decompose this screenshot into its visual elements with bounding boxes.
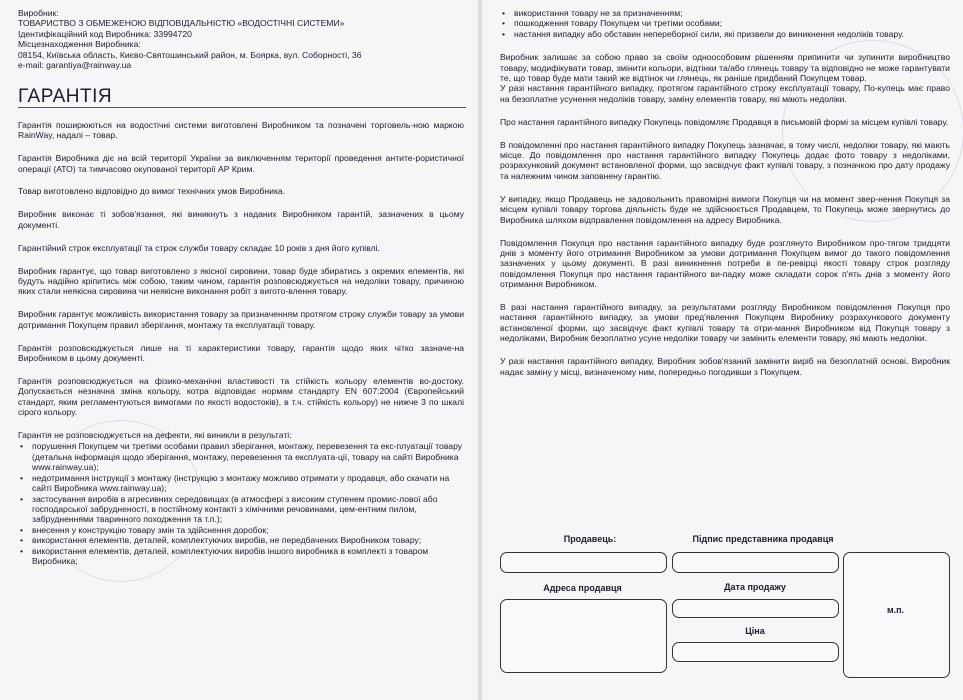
list-item: • використання товару не за призначенням;	[514, 8, 950, 18]
date-field[interactable]	[672, 599, 839, 618]
signature-field[interactable]	[672, 552, 839, 573]
paragraph: Про настання гарантійного випадку Покупець повідомляє Продавця в письмовій формі за місцем купівлі товару.	[500, 116, 949, 127]
paragraph: Повідомлення Покупця про настання гарантійного випадку буде розглянуто Виробником про-тягом тридцяти днів з моменту його отримання Виробником за умови дотримання Покупцем вимог до такого повідомлення зазначених у цьому документі. В разі виникнення потреби в пе-ревірці якості товару строк розгляду повідомлення Покупця про настання гарантійного ви-падку може складати сорок п'ять днів з моменту його отримання Виробником.	[500, 237, 950, 290]
list-item: • настання випадку або обставин непереборної сили, які призвели до виникнення недоліків товару.	[514, 29, 950, 39]
manufacturer-id-code: Ідентифікаційний код Виробника: 33994720	[18, 28, 192, 39]
paragraph: Гарантійний строк експлуатації та строк служби товару складає 10 років з дня його купівлі.	[18, 242, 380, 253]
manufacturer-block	[18, 8, 464, 70]
list-item: • порушення Покупцем чи третіми особами правил зберігання, монтажу, перевезення та екс-плуатації товару (детальна інформація щодо зберігання, монтажу, перевезення та експлуата-ції, товару на сайті Виробника www.rainway.ua);	[32, 441, 464, 472]
address-label: Адреса продавця	[543, 583, 622, 593]
manufacturer-location-label: Місцезнаходження Виробника:	[18, 39, 141, 50]
price-field[interactable]	[672, 642, 839, 662]
paragraph: Гарантія поширюються на водостічні системи виготовлені Виробником та позначені торговель-ною маркою RainWay, надалі – товар.	[18, 119, 464, 141]
paragraph: Виробник виконає ті зобов'язання, які виникнуть з наданих Виробником гарантій, зазначених в цьому документі.	[18, 209, 464, 230]
paragraph: У разі настання гарантійного випадку, Виробник зобов'язаний замінити виріб на безоплатній основі. Виробник надає заміну у місці, визначеному ним, попередньо погодивши з Покупцем.	[500, 356, 950, 377]
exclusions-list-right	[500, 8, 950, 39]
paragraph: Виробник залишає за собою право за своїм одноособовим рішенням припинити чи зупинити виробництво товару, модифікувати товар, змінити кольори, відтінки та/або глянець товару та відповідно не може гарантувати те, що товар буде мати такий же відтінок чи глянець, як раніше придбаний Покупцем товар. У разі настання гарантійного випадку, протягом гарантійного строку експлуатації товару, По-купець має право на безоплатне усунення недоліків товару, заміну елементів товару, які мають недоліки.	[500, 52, 950, 104]
paragraph: У випадку, якщо Продавець не задовольнить правомірні вимоги Покупця чи на момент звер-нення Покупця за місцем купівлі товару торгова діяльність буде не здійснюється Продавцем, то Покупець може звернутись до Виробника шляхом відправлення повідомлення на адресу Виробника.	[500, 193, 950, 225]
list-item: • пошкодження товару Покупцем чи третіми особами;	[514, 18, 950, 28]
signature-label: Підпис представника продавця	[692, 534, 834, 544]
right-page	[482, 0, 963, 700]
date-label: Дата продажу	[724, 582, 786, 592]
paragraph: Виробник гарантує можливість використання товару за призначенням протягом строку служби товару за умови дотримання Покупцем правил зберігання, монтажу та експлуатації товару.	[18, 309, 464, 330]
right-column	[500, 8, 950, 636]
seller-label: Продавець:	[563, 534, 617, 544]
manufacturer-label: Виробник:	[18, 8, 59, 18]
paragraph: Гарантія розповсюджується на фізико-механічні властивості та стійкість кольору елементів во-достоку. Допускається незначна зміна кольору, котра відповідає нормам стандарту EN 607:2004 (Європейський стандарт, яким регламентуються вимогами по якості водостоків), в т.ч. стійкість кольору) не нижче 3 по шкалі сірого кольору.	[18, 375, 464, 418]
page-title: ГАРАНТІЯ	[18, 92, 466, 107]
list-item: • використання елементів, деталей, комплектуючих виробів іншого виробника в комплекті з товаром Виробника;	[32, 546, 464, 567]
list-item: • використання елементів, деталей, комплектуючих виробів, не передбачених Виробником товару;	[32, 535, 464, 545]
manufacturer-name: ТОВАРИСТВО З ОБМЕЖЕНОЮ ВІДПОВІДАЛЬНІСТЮ «ВОДОСТІЧНІ СИСТЕМИ»	[18, 18, 345, 29]
address-field[interactable]	[500, 599, 667, 673]
stamp-label: м.п.	[886, 605, 905, 615]
price-label: Ціна	[745, 626, 765, 636]
exclusions-list-left	[18, 441, 464, 566]
paragraph: Товар виготовлено відповідно до вимог технічних умов Виробника.	[18, 186, 286, 197]
manufacturer-email: e-mail: garantiya@rainway.ua	[18, 60, 132, 71]
paragraph: В повідомленні про настання гарантійного випадку Покупець зазначає, в тому числі, недоліки товару, які мають місце. До повідомлення про настання гарантійного випадку Покупець додає фото товару з недоліками, розрахунковий документ встановленої форми, що засвідчує факт купівлі товару, з позначкою про дату продажу та належним чином заповнену гарантію.	[500, 139, 950, 181]
paragraph: Гарантія Виробника діє на всій території України за виключенням території проведення антите-рористичної операції (АТО) та тимчасово окупованої території АР Крим.	[18, 153, 464, 174]
left-column	[18, 8, 464, 566]
warranty-form	[500, 530, 958, 690]
left-page	[0, 0, 478, 700]
manufacturer-address: 08154, Київська область, Києво-Святошинський район, м. Боярка, вул. Соборності, 36	[18, 49, 362, 60]
list-item: • застосування виробів в агресивних середовищах (в атмосфері з високим ступенем промис-лової або господарської забрудненості, в постійному контакті з хімічними речовинами, цем-ентним пилом, забрудненнями тваринного походження та т.п.);	[32, 494, 464, 525]
paragraph: В разі настання гарантійного випадку, за результатами розгляду Виробником повідомлення Покупця про настання гарантійного випадку, за умови пред'явлення Покупцем Виробнику розрахункового документу встановленої форми, що засвідчує факт купівлі товару та отри-мання Виробником від Покупця товару з недоліками, Виробник безоплатно усуне недоліки товару чи замінить елементи товару, які мають недоліки.	[500, 302, 950, 344]
seller-field[interactable]	[500, 552, 667, 573]
list-item: • внесення у конструкцію товару змін та здійснення доробок;	[32, 525, 464, 535]
list-item: • недотримання інструкції з монтажу (інструкцію з монтажу можливо отримати у продавця, або скачати на сайті Виробника www.rainway.ua);	[32, 473, 464, 494]
exclusions-intro: Гарантія не розповсюджується на дефекти, які виникли в результаті:	[18, 430, 292, 441]
paragraph: Виробник гарантує, що товар виготовлено з якісної сировини, товар буде збиратись з окремих елементів, які будуть надійно кріпитись між собою, таким чином, гарантія розповсюджується на недоліки товару, причиною яких стали неякісна сировина чи неякісне виконання робіт з вигото-влення товару.	[18, 265, 464, 297]
paragraph: Гарантія розповсюджується лише на ті характеристики товару, гарантія щодо яких чітко зазначе-на Виробником в цьому документі.	[18, 342, 464, 364]
